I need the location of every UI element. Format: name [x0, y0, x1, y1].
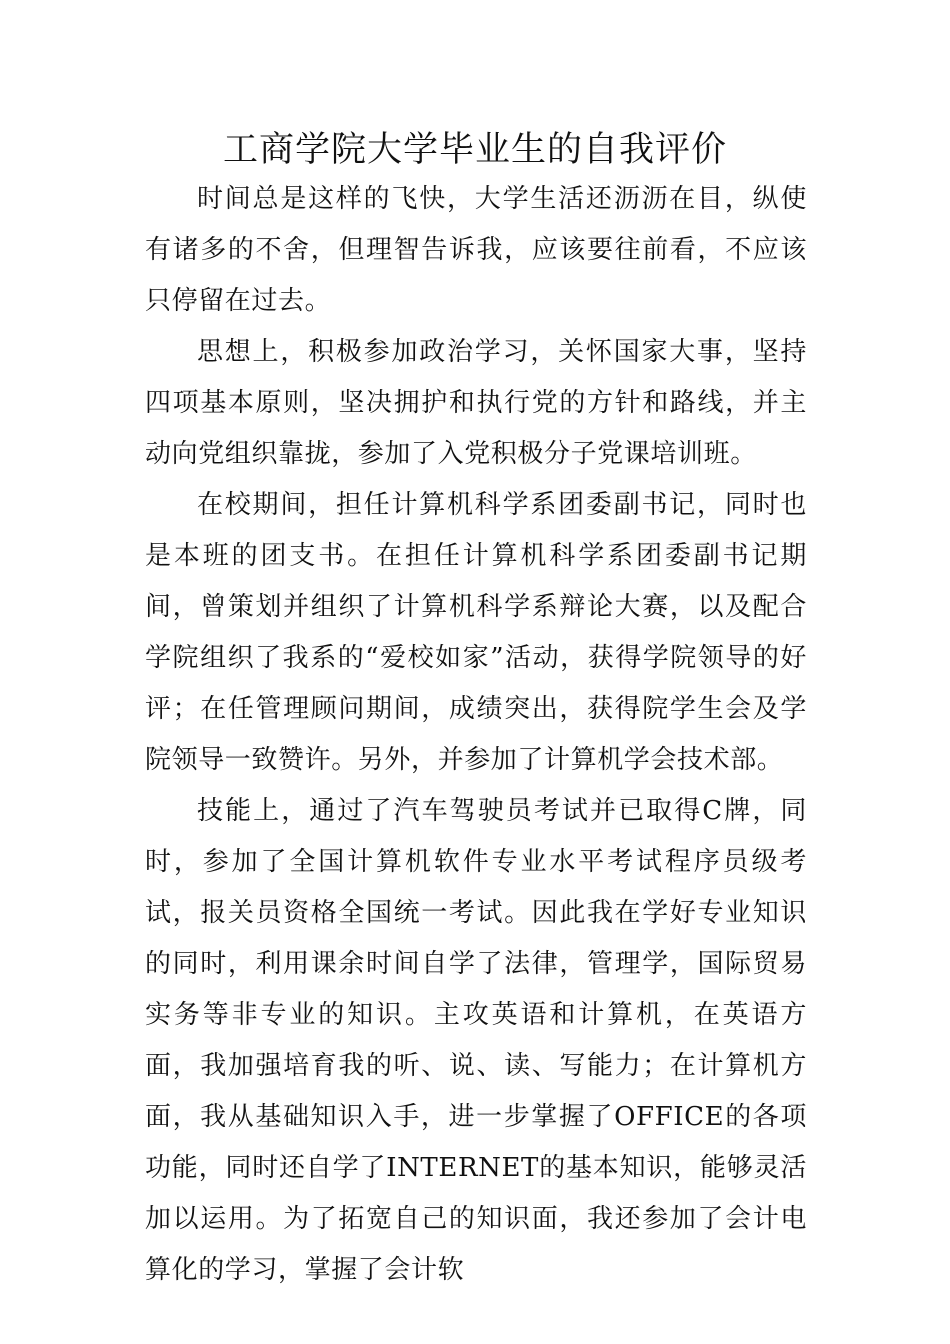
paragraph-skills: 技能上，通过了汽车驾驶员考试并已取得C牌，同时，参加了全国计算机软件专业水平考试程序员级考试，报关员资格全国统一考试。因此我在学好专业知识的同时，利用课余时间自学了法律，管理学，国际贸易实务等非专业的知识。主攻英语和计算机，在英语方面，我加强培育我的听、说、读、写能力；在计算机方面，我从基础知识入手，进一步掌握了OFFICE的各项功能，同时还自学了INTERNET的基本知识，能够灵活加以运用。为了拓宽自己的知识面，我还参加了会计电算化的学习，掌握了会计软 — [145, 796, 807, 1285]
paragraph-intro: 时间总是这样的飞快，大学生活还沥沥在目，纵使有诸多的不舍，但理智告诉我，应该要往前看，不应该只停留在过去。 — [145, 184, 807, 316]
paragraph-ideology: 思想上，积极参加政治学习，关怀国家大事，坚持四项基本原则，坚决拥护和执行党的方针和路线，并主动向党组织靠拢，参加了入党积极分子党课培训班。 — [145, 337, 807, 469]
document-title: 工商学院大学毕业生的自我评价 — [222, 130, 727, 170]
paragraph-school-roles: 在校期间，担任计算机科学系团委副书记，同时也是本班的团支书。在担任计算机科学系团委副书记期间，曾策划并组织了计算机科学系辩论大赛，以及配合学院组织了我系的“爱校如家”活动，获得学院领导的好评；在任管理顾问期间，成绩突出，获得院学生会及学院领导一致赞许。另外，并参加了计算机学会技术部。 — [145, 490, 807, 775]
document-body — [145, 174, 807, 1296]
